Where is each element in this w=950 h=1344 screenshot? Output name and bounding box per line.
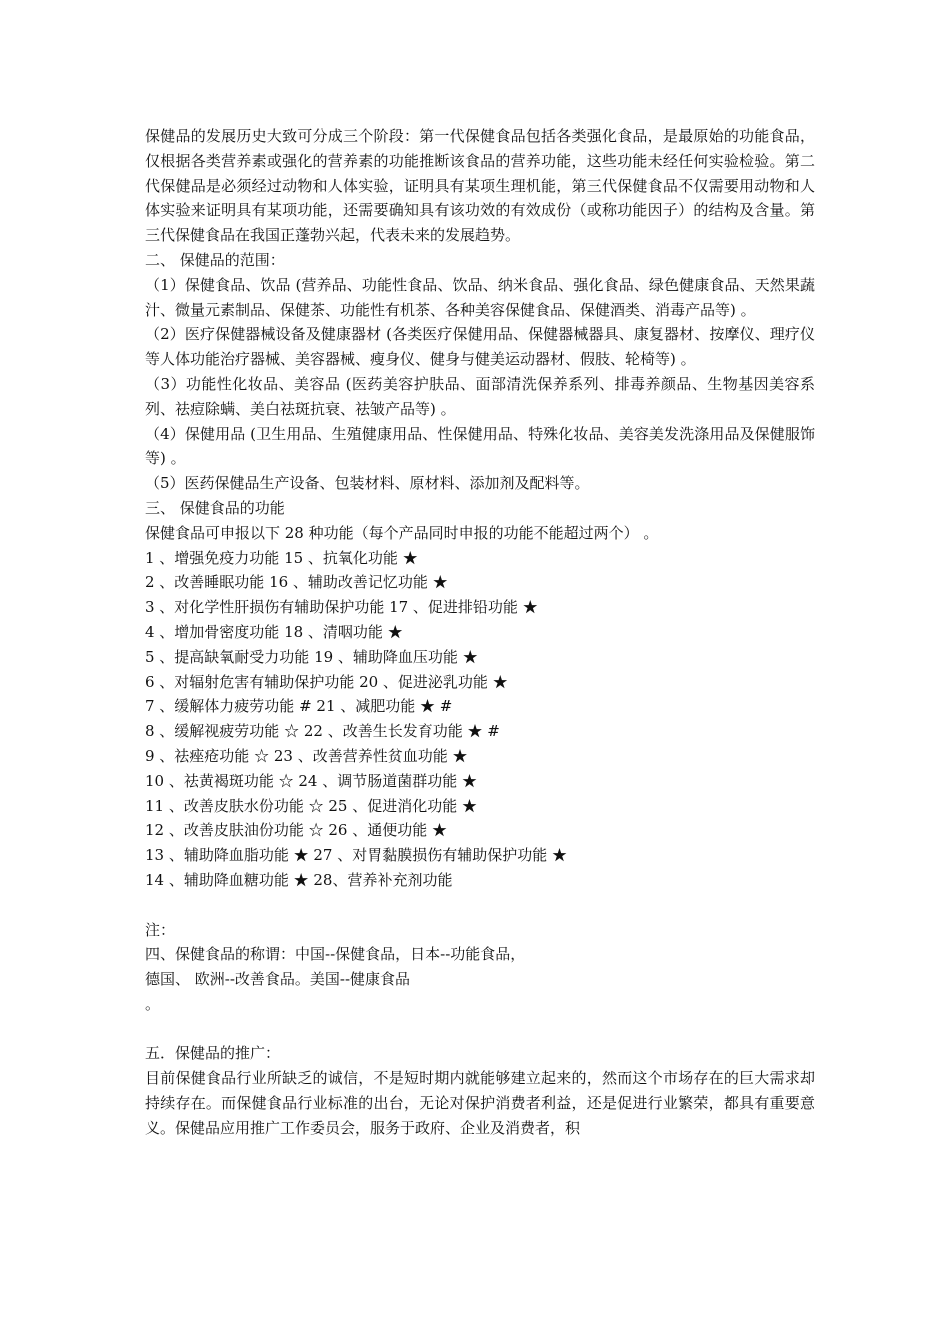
function-item: 2 、改善睡眠功能 16 、辅助改善记忆功能 ★ [145,573,448,592]
section-3-heading: 三、 保健食品的功能 [145,498,285,517]
scope-item-3: （3）功能性化妆品、美容品 (医药美容护肤品、面部清洗保养系列、排毒养颜品、生物基因美容系列、祛痘除螨、美白祛斑抗衰、祛皱产品等) 。 [145,374,815,418]
function-item: 7 、缓解体力疲劳功能 # 21 、减肥功能 ★ # [145,697,453,716]
function-item: 4 、增加骨密度功能 18 、清咽功能 ★ [145,622,403,641]
scope-item-2: （2）医疗保健器械设备及健康器材 (各类医疗保健用品、保健器械器具、康复器材、按摩仪、理疗仪等人体功能治疗器械、美容器械、瘦身仪、健身与健美运动器材、假肢、轮椅等) 。 [145,325,815,369]
function-item: 11 、改善皮肤水份功能 ☆ 25 、促进消化功能 ★ [145,796,478,815]
section-5-heading: 五．保健品的推广： [145,1044,281,1063]
spacer [145,1017,815,1042]
function-item: 1 、增强免疫力功能 15 、抗氧化功能 ★ [145,548,418,567]
function-item: 10 、祛黄褐斑功能 ☆ 24 、调节肠道菌群功能 ★ [145,771,478,790]
function-item: 8 、缓解视疲劳功能 ☆ 22 、改善生长发育功能 ★ # [145,722,500,741]
section-2-heading: 二、 保健品的范围： [145,250,285,269]
document-page [145,124,815,1141]
function-item: 9 、祛痤疮功能 ☆ 23 、改善营养性贫血功能 ★ [145,746,468,765]
scope-item-5: （5）医药保健品生产设备、包装材料、原材料、添加剂及配料等。 [145,474,590,493]
function-item: 5 、提高缺氧耐受力功能 19 、辅助降血压功能 ★ [145,647,478,666]
note-label: 注： [145,920,176,939]
section-4-line-1: 四、保健食品的称谓：中国--保健食品，日本--功能食品， [145,945,526,964]
function-item: 14 、辅助降血糖功能 ★ 28、营养补充剂功能 [145,870,453,889]
scope-item-1: （1）保健食品、饮品 (营养品、功能性食品、饮品、纳米食品、强化食品、绿色健康食品、天然果蔬汁、微量元素制品、保健茶、功能性有机茶、各种美容保健食品、保健酒类、消毒产品等) 。 [145,275,815,319]
scope-item-4: （4）保健用品 (卫生用品、生殖健康用品、性保健用品、特殊化妆品、美容美发洗涤用品及保健服饰等) 。 [145,424,815,468]
intro-paragraph: 保健品的发展历史大致可分成三个阶段：第一代保健食品包括各类强化食品，是最原始的功能食品，仅根据各类营养素或强化的营养素的功能推断该食品的营养功能，这些功能未经任何实验检验。第二代保健品是必须经过动物和人体实验，证明具有某项生理机能，第三代保健食品不仅需要用动物和人体实验来证明具有某项功能，还需要确知具有该功效的有效成份（或称功能因子）的结构及含量。第三代保健食品在我国正蓬勃兴起，代表未来的发展趋势。 [145,127,815,245]
function-item: 12 、改善皮肤油份功能 ☆ 26 、通便功能 ★ [145,821,448,840]
spacer [145,893,815,918]
function-item: 13 、辅助降血脂功能 ★ 27 、对胃黏膜损伤有辅助保护功能 ★ [145,846,568,865]
section-5-body: 目前保健食品行业所缺乏的诚信，不是短时期内就能够建立起来的，然而这个市场存在的巨大需求却持续存在。而保健食品行业标准的出台，无论对保护消费者利益，还是促进行业繁荣，都具有重要意义。保健品应用推广工作委员会，服务于政府、企业及消费者，积 [145,1069,815,1137]
function-item: 3 、对化学性肝损伤有辅助保护功能 17 、促进排铅功能 ★ [145,598,538,617]
section-3-lead: 保健食品可申报以下 28 种功能（每个产品同时申报的功能不能超过两个） 。 [145,523,659,542]
section-4-line-2: 德国、 欧洲--改善食品。美国--健康食品 [145,970,411,989]
function-list [145,546,815,893]
section-4-line-3: 。 [145,994,161,1013]
function-item: 6 、对辐射危害有辅助保护功能 20 、促进泌乳功能 ★ [145,672,508,691]
